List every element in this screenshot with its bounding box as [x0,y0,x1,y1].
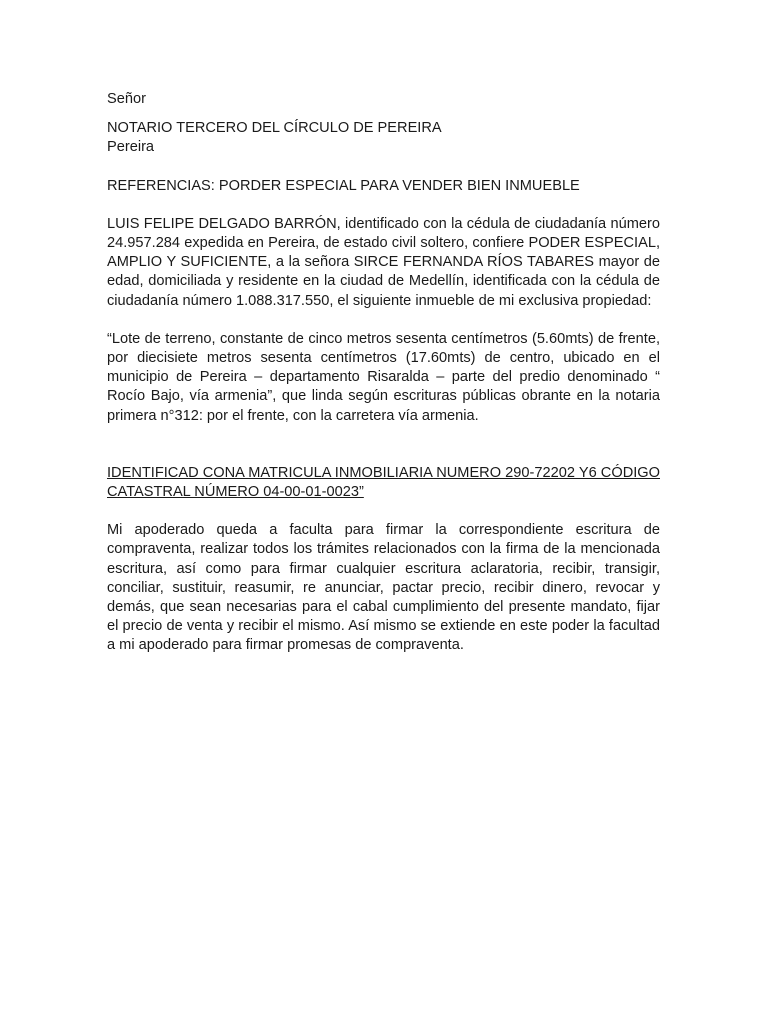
salutation: Señor [107,91,146,107]
reference-line: REFERENCIAS: PORDER ESPECIAL PARA VENDER BIEN INMUEBLE [107,177,580,194]
recipient-title: NOTARIO TERCERO DEL CÍRCULO DE PEREIRA [107,120,442,137]
property-paragraph: “Lote de terreno, constante de cinco metros sesenta centímetros (5.60mts) de frente, por diecisiete metros sesenta centímetros (17.60mts) de centro, ubicado en el municipio de Pereira – departamento Risaralda – parte del predio denominado “ Rocío Bajo, vía armenia”, que linda según escrituras públicas obrante en la notaria primera n°312: por el frente, con la carretera vía armenia. [107,330,660,424]
spacer [107,426,660,464]
powers-paragraph: Mi apoderado queda a faculta para firmar la correspondiente escritura de compraventa, realizar todos los trámites relacionados con la firma de la mencionada escritura, así como para firmar cualquier escritura aclaratoria, recibir, transigir, conciliar, sustituir, reasumir, re anunciar, pactar precio, recibir dinero, revocar y demás, que sean necesarias para el cabal cumplimiento del presente mandato, fijar el precio de venta y recibir el mismo. Así mismo se extiende en este poder la facultad a mi apoderado para firmar promesas de compraventa. [107,522,660,654]
spacer [107,311,660,330]
spacer [107,502,660,521]
document-page [107,90,660,656]
spacer [107,196,660,215]
recipient-city: Pereira [107,139,155,156]
spacer [107,158,660,177]
grantor-paragraph: LUIS FELIPE DELGADO BARRÓN, identificado con la cédula de ciudadanía número 24.957.284 expedida en Pereira, de estado civil soltero, confiere PODER ESPECIAL, AMPLIO Y SUFICIENTE, a la señora SIRCE FERNANDA RÍOS TABARES mayor de edad, domiciliada y residente en la ciudad de Medellín, identificada con la cédula de ciudadanía número 1.088.317.550, el siguiente inmueble de mi exclusiva propiedad: [107,215,660,309]
identification-paragraph: IDENTIFICAD CONA MATRICULA INMOBILIARIA NUMERO 290-72202 Y6 CÓDIGO CATASTRAL NÚMERO 04-00-01-0023” [107,464,660,501]
spacer [107,109,660,119]
